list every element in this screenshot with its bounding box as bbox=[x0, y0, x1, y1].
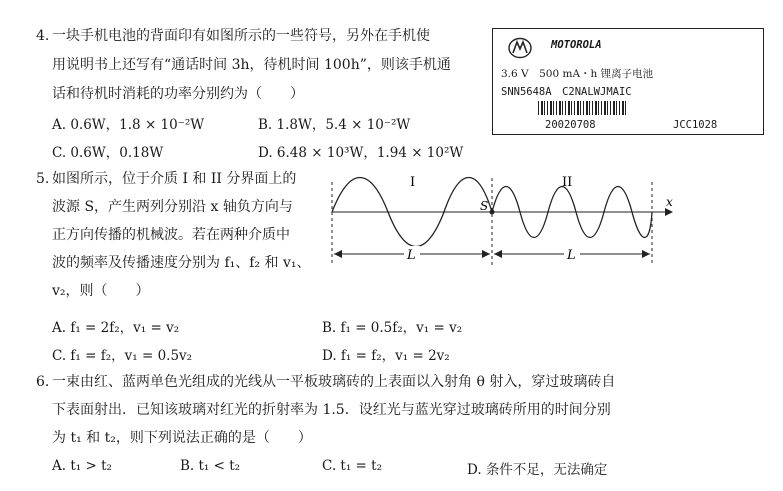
battery-batch: JCC1028 bbox=[673, 119, 718, 131]
length-right-label: L bbox=[567, 248, 576, 263]
q5-number: 5. bbox=[36, 171, 50, 187]
battery-label bbox=[492, 28, 764, 135]
motorola-logo-icon bbox=[507, 37, 533, 59]
x-axis-arrow-icon bbox=[665, 208, 673, 216]
q5-option-b[interactable]: B. f₁ = 0.5f₂，v₁ = v₂ bbox=[322, 320, 463, 336]
q6-number: 6. bbox=[36, 374, 50, 390]
dimension-left-arrow-start-icon bbox=[334, 250, 342, 258]
battery-date: 20020708 bbox=[545, 119, 596, 131]
battery-brand: MOTOROLA bbox=[551, 39, 602, 51]
wave-figure bbox=[330, 168, 675, 280]
q5-option-c[interactable]: C. f₁ = f₂，v₁ = 0.5v₂ bbox=[52, 348, 193, 364]
q6-line-2: 下表面射出．已知该玻璃对红光的折射率为 1.5．设红光与蓝光穿过玻璃砖所用的时间分别 bbox=[52, 402, 611, 418]
q5-option-a[interactable]: A. f₁ = 2f₂，v₁ = v₂ bbox=[52, 320, 180, 336]
source-label: S bbox=[480, 199, 489, 213]
q4-option-a[interactable]: A. 0.6W，1.8 × 10⁻²W bbox=[52, 117, 205, 133]
q5-line-5: v₂，则（ ） bbox=[52, 283, 150, 299]
q4-line-3: 话和待机时消耗的功率分别约为（ ） bbox=[52, 86, 304, 102]
q5-line-4: 波的频率及传播速度分别为 f₁、f₂ 和 v₁、 bbox=[52, 255, 311, 271]
battery-barcode bbox=[538, 101, 628, 115]
q5-line-1: 如图所示，位于介质 I 和 II 分界面上的 bbox=[52, 171, 297, 187]
axis-x-label: x bbox=[666, 195, 673, 209]
dimension-left-arrow-end-icon bbox=[482, 250, 490, 258]
q6-line-1: 一束由红、蓝两单色光组成的光线从一平板玻璃砖的上表面以入射角 θ 射入，穿过玻璃砖自 bbox=[52, 374, 616, 390]
battery-code: SNN5648A C2NALWJMAIC bbox=[501, 86, 632, 98]
q4-line-2: 用说明书上还写有“通话时间 3h，待机时间 100h”，则该手机通 bbox=[52, 57, 451, 73]
dimension-right-arrow-start-icon bbox=[494, 250, 502, 258]
q6-option-a[interactable]: A. t₁ > t₂ bbox=[52, 458, 112, 474]
q4-line-1: 一块手机电池的背面印有如图所示的一些符号，另外在手机使 bbox=[52, 28, 430, 44]
q5-line-2: 波源 S，产生两列分别沿 x 轴负方向与 bbox=[52, 199, 293, 215]
dimension-right-arrow-end-icon bbox=[642, 250, 650, 258]
q4-option-d[interactable]: D. 6.48 × 10³W，1.94 × 10²W bbox=[258, 145, 464, 161]
q4-option-b[interactable]: B. 1.8W，5.4 × 10⁻²W bbox=[258, 117, 411, 133]
q5-line-3: 正方向传播的机械波。若在两种介质中 bbox=[52, 227, 290, 243]
medium-2-label: II bbox=[562, 175, 573, 190]
q5-option-d[interactable]: D. f₁ = f₂，v₁ = 2v₂ bbox=[322, 348, 450, 364]
q6-option-c[interactable]: C. t₁ = t₂ bbox=[322, 458, 382, 474]
q4-number: 4. bbox=[36, 28, 50, 44]
q6-option-b[interactable]: B. t₁ < t₂ bbox=[180, 458, 241, 474]
q4-option-c[interactable]: C. 0.6W，0.18W bbox=[52, 145, 164, 161]
source-point bbox=[490, 210, 495, 215]
q6-option-d[interactable]: D. 条件不足，无法确定 bbox=[467, 462, 608, 478]
battery-specs: 3.6 V 500 mA・h 锂离子电池 bbox=[501, 68, 654, 80]
q6-line-3: 为 t₁ 和 t₂，则下列说法正确的是（ ） bbox=[52, 430, 312, 446]
length-left-label: L bbox=[407, 248, 416, 263]
medium-1-label: I bbox=[410, 175, 416, 190]
